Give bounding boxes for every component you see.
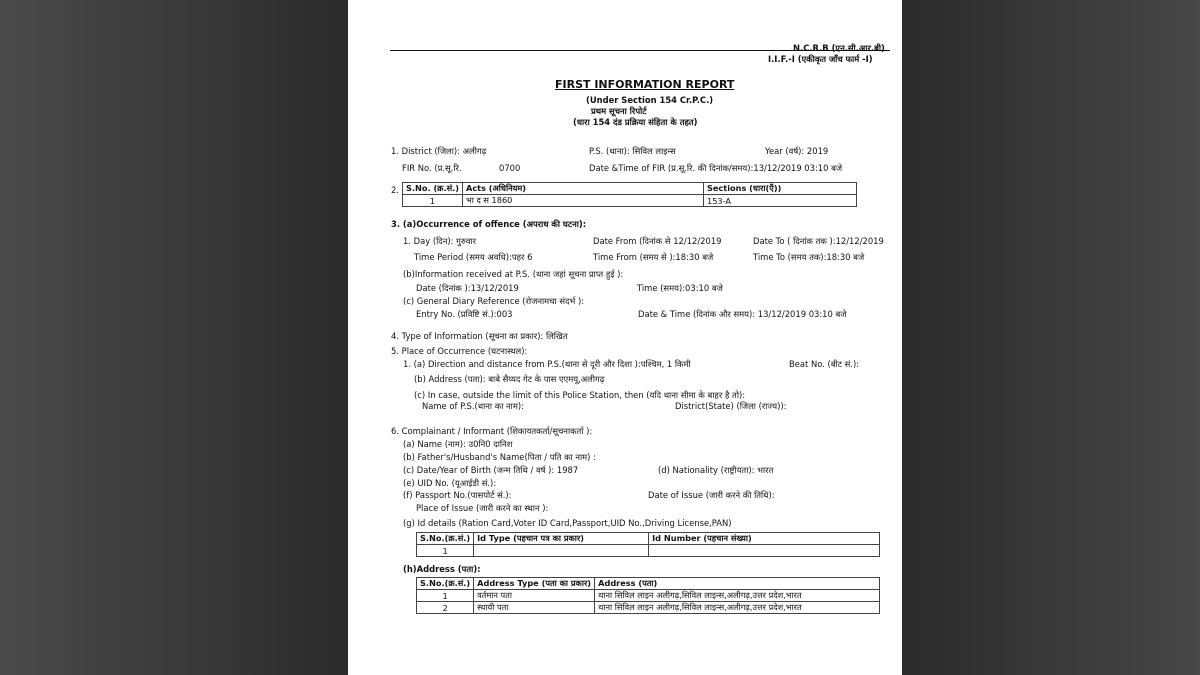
gd-date-time: Date & Time (दिनांक और समय): 13/12/2019 03:10 बजे bbox=[638, 309, 847, 319]
subtitle-section: (Under Section 154 Cr.P.C.) bbox=[586, 95, 714, 105]
table-cell: 1 bbox=[417, 590, 474, 602]
time-period: Time Period (समय अवधि):पहर 6 bbox=[414, 252, 533, 262]
table-header: S.No.(क्र.सं.) bbox=[417, 578, 474, 590]
police-station: P.S. (थाना): सिविल लाइन्स bbox=[589, 146, 676, 156]
place-of-issue: Place of Issue (जारी करने का स्थान ): bbox=[416, 503, 549, 513]
uid-number: (e) UID No. (यूआईडी सं.): bbox=[403, 478, 497, 488]
type-of-information: 4. Type of Information (सूचना का प्रकार): लिखित bbox=[391, 331, 568, 341]
address-heading: (h)Address (पता): bbox=[403, 564, 481, 574]
table-cell: स्थायी पता bbox=[474, 602, 595, 614]
date-from: Date From (दिनांक से 12/12/2019 bbox=[593, 236, 722, 246]
address-table bbox=[416, 577, 880, 614]
district: 1. District (जिला): अलीगढ़ bbox=[391, 146, 487, 156]
table-header: Acts (अधिनियम) bbox=[462, 183, 703, 195]
table-row bbox=[417, 545, 880, 557]
ncrb-label: N.C.R.B (एन.सी.आर.बी) bbox=[793, 43, 885, 53]
fir-document bbox=[348, 0, 902, 675]
table-cell bbox=[474, 545, 649, 557]
date-to: Date To ( दिनांक तक ):12/12/2019 bbox=[753, 236, 884, 246]
table-cell: थाना सिविल लाइन अलीगढ़,सिविल लाइन्स,अलीगढ़,उत्तर प्रदेश,भारत bbox=[595, 602, 880, 614]
table-cell: 1 bbox=[417, 545, 474, 557]
info-date: Date (दिनांक ):13/12/2019 bbox=[416, 283, 519, 293]
background-right bbox=[902, 0, 1200, 675]
table-header-row bbox=[403, 183, 857, 195]
info-received: (b)Information received at P.S. (थाना जहां सूचना प्राप्त हुई ): bbox=[403, 269, 624, 279]
nationality: (d) Nationality (राष्ट्रीयता): भारत bbox=[658, 465, 774, 475]
place-of-occurrence-heading: 5. Place of Occurrence (घटनास्थल): bbox=[391, 346, 528, 356]
occurrence-address: (b) Address (पता): बाबे सैय्यद गेट के पास एएमयू,अलीगढ़ bbox=[414, 374, 605, 384]
table-header: Address (पता) bbox=[595, 578, 880, 590]
date-of-issue: Date of Issue (जारी करने की तिथि): bbox=[648, 490, 775, 500]
table-row bbox=[417, 602, 880, 614]
occurrence-heading: 3. (a)Occurrence of offence (अपराध की घटना): bbox=[391, 219, 587, 229]
day: 1. Day (दिन): गुरुवार bbox=[403, 236, 477, 246]
acts-table bbox=[402, 182, 857, 207]
complainant-name: (a) Name (नाम): उ0नि0 दानिश bbox=[403, 439, 513, 449]
table-cell: वर्तमान पता bbox=[474, 590, 595, 602]
time-from: Time From (समय से ):18:30 बजे bbox=[593, 252, 714, 262]
beat-number: Beat No. (बीट सं.): bbox=[789, 359, 860, 369]
table-header-row bbox=[417, 578, 880, 590]
entry-number: Entry No. (प्रविष्टि सं.):003 bbox=[416, 309, 513, 319]
time-to: Time To (समय तक):18:30 बजे bbox=[753, 252, 865, 262]
iif-label: I.I.F.-I (एकीकृत जाँच फार्म -I) bbox=[768, 54, 873, 64]
district-state: District(State) (जिला (राज्य)): bbox=[675, 401, 787, 411]
id-table bbox=[416, 532, 880, 557]
fir-label: FIR No. (प्र.सू.रि. bbox=[402, 163, 462, 173]
table-header: Id Type (पहचान पत्र का प्रकार) bbox=[474, 533, 649, 545]
outside-limit: (c) In case, outside the limit of this Police Station, then (यदि थाना सीमा के बाहर है तो): bbox=[414, 390, 746, 400]
table-cell: 2 bbox=[417, 602, 474, 614]
table-cell: थाना सिविल लाइन अलीगढ़,सिविल लाइन्स,अलीगढ़,उत्तर प्रदेश,भारत bbox=[595, 590, 880, 602]
id-details: (g) Id details (Ration Card,Voter ID Card,Passport,UID No.,Driving License,PAN) bbox=[403, 518, 732, 528]
section-2-label: 2. bbox=[391, 185, 399, 195]
ps-name: Name of P.S.(थाना का नाम): bbox=[422, 401, 524, 411]
subtitle-hindi: प्रथम सूचना रिपोर्ट bbox=[591, 106, 647, 116]
table-row bbox=[417, 590, 880, 602]
document-title: FIRST INFORMATION REPORT bbox=[555, 78, 735, 91]
table-header: Address Type (पता का प्रकार) bbox=[474, 578, 595, 590]
father-husband-name: (b) Father's/Husband's Name(पिता / पति का नाम) : bbox=[403, 452, 596, 462]
background-left bbox=[0, 0, 348, 675]
table-cell: 153-A bbox=[703, 195, 856, 207]
direction-distance: 1. (a) Direction and distance from P.S.(थाना से दूरी और दिशा ):पश्चिम, 1 किमी bbox=[403, 359, 691, 369]
complainant-heading: 6. Complainant / Informant (शिकायतकर्ता/सूचनाकर्ता ): bbox=[391, 426, 593, 436]
table-header: Id Number (पहचान संख्या) bbox=[649, 533, 880, 545]
table-header: S.No. (क्र.सं.) bbox=[403, 183, 463, 195]
table-cell: भा द स 1860 bbox=[462, 195, 703, 207]
fir-number: 0700 bbox=[499, 163, 521, 173]
info-time: Time (समय):03:10 बजे bbox=[637, 283, 723, 293]
table-cell: 1 bbox=[403, 195, 463, 207]
passport-number: (f) Passport No.(पासपोर्ट सं.): bbox=[403, 490, 512, 500]
table-row bbox=[403, 195, 857, 207]
date-of-birth: (c) Date/Year of Birth (जन्म तिथि / वर्ष ): 1987 bbox=[403, 465, 579, 475]
subtitle-hindi-section: (धारा 154 दंड प्रक्रिया संहिता के तहत) bbox=[573, 117, 698, 127]
year: Year (वर्ष): 2019 bbox=[765, 146, 829, 156]
general-diary-reference: (c) General Diary Reference (रोजनामचा संदर्भ ): bbox=[403, 296, 585, 306]
table-header-row bbox=[417, 533, 880, 545]
fir-date-time: Date &Time of FIR (प्र.सू.रि. की दिनांक/समय):13/12/2019 03:10 बजे bbox=[589, 163, 843, 173]
table-header: S.No.(क्र.सं.) bbox=[417, 533, 474, 545]
table-cell bbox=[649, 545, 880, 557]
table-header: Sections (धारा(एँ)) bbox=[703, 183, 856, 195]
